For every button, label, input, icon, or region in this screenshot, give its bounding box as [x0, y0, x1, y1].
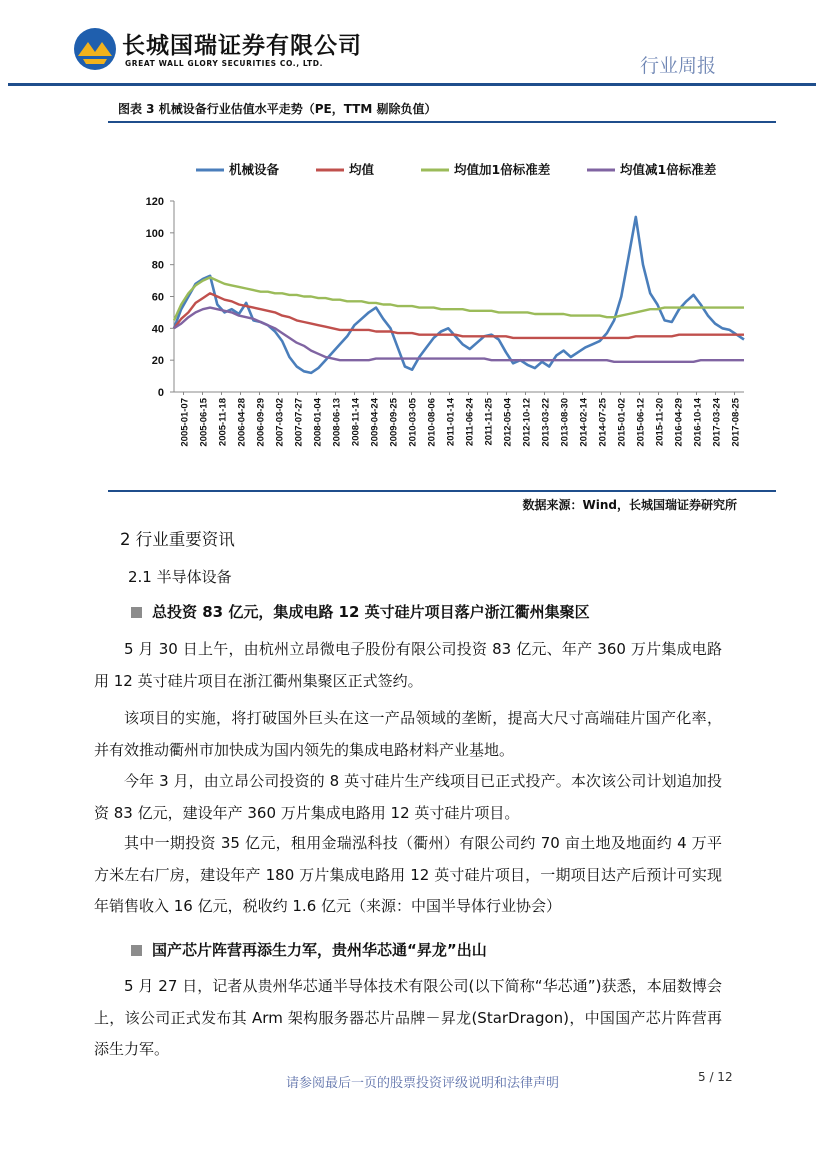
caption-divider [108, 121, 776, 123]
legend-label: 均值 [349, 162, 375, 177]
y-tick-label: 120 [145, 196, 164, 208]
company-name-en: GREAT WALL GLORY SECURITIES CO., LTD. [125, 59, 324, 68]
x-tick-label: 2008-01-04 [312, 398, 324, 447]
subsection-title: 2.1 半导体设备 [128, 568, 232, 586]
chart-series [174, 217, 744, 373]
x-tick-label: 2016-10-14 [692, 398, 704, 447]
news-headline-text: 总投资 83 亿元，集成电路 12 英寸硅片项目落户浙江衢州集聚区 [152, 603, 590, 621]
x-tick-label: 2011-01-14 [445, 398, 457, 447]
figure-caption: 图表 3 机械设备行业估值水平走势（PE，TTM 剔除负值） [118, 102, 437, 116]
news-headline-1 [131, 601, 590, 622]
x-tick-label: 2005-11-18 [217, 398, 229, 447]
bullet-square-icon [131, 607, 142, 618]
x-tick-label: 2012-05-04 [502, 398, 514, 447]
section-title: 2 行业重要资讯 [120, 530, 235, 549]
figure-source: 数据来源：Wind，长城国瑞证券研究所 [522, 498, 737, 512]
news-1-paragraph-4: 其中一期投资 35 亿元，租用金瑞泓科技（衢州）有限公司约 70 亩土地及地面约 4 万平方米左右厂房，建设年产 180 万片集成电路用 12 英寸硅片项目，一期项目达产后预计可实现年销售收入 16 亿元，税收约 1.6 亿元（来源：中国半导体行业协会） [94, 834, 722, 915]
page-number: 5 / 12 [698, 1070, 733, 1084]
news-headline-2 [131, 939, 487, 960]
y-tick-label: 100 [145, 227, 164, 240]
y-tick-label: 80 [151, 259, 164, 272]
series-line-2 [174, 293, 744, 338]
x-tick-label: 2007-03-02 [274, 398, 286, 447]
company-logo [72, 26, 118, 76]
x-tick-label: 2010-03-05 [407, 398, 419, 447]
source-divider [108, 490, 776, 492]
x-tick-label: 2005-01-07 [179, 398, 191, 447]
report-type: 行业周报 [640, 55, 717, 77]
legend-label: 机械设备 [229, 162, 280, 177]
x-tick-label: 2011-06-24 [464, 398, 476, 447]
x-tick-label: 2013-03-22 [540, 398, 552, 447]
x-tick-label: 2007-07-27 [293, 398, 305, 447]
chart-axes [146, 196, 744, 447]
x-tick-label: 2010-08-06 [426, 398, 438, 447]
news-1-paragraph-2: 该项目的实施，将打破国外巨头在这一产品领域的垄断，提高大尺寸高端硅片国产化率，并有效推动衢州市加快成为国内领先的集成电路材料产业基地。 [94, 709, 722, 759]
bullet-square-icon [131, 945, 142, 956]
series-line-3 [174, 277, 744, 320]
x-tick-label: 2009-04-24 [369, 398, 381, 447]
x-tick-label: 2011-11-25 [483, 398, 495, 446]
x-tick-label: 2005-06-15 [198, 398, 210, 447]
y-tick-label: 40 [151, 323, 164, 336]
x-tick-label: 2015-01-02 [616, 398, 628, 447]
pe-trend-chart [108, 150, 776, 485]
company-name-cn: 长城国瑞证券有限公司 [122, 33, 362, 59]
legend-label: 均值减1倍标准差 [620, 162, 717, 177]
x-tick-label: 2015-11-20 [654, 398, 666, 447]
chart-legend [196, 162, 717, 177]
x-tick-label: 2008-06-13 [331, 398, 343, 447]
x-tick-label: 2017-08-25 [730, 398, 742, 447]
x-tick-label: 2012-10-12 [521, 398, 533, 447]
y-tick-label: 0 [157, 387, 164, 399]
x-tick-label: 2014-07-25 [597, 398, 609, 447]
x-tick-label: 2009-09-25 [388, 398, 400, 447]
x-tick-label: 2014-02-14 [578, 398, 590, 447]
y-tick-label: 60 [151, 291, 164, 304]
x-tick-label: 2006-04-28 [236, 398, 248, 447]
y-tick-label: 20 [151, 355, 164, 368]
news-1-paragraph-1: 5 月 30 日上午，由杭州立昂微电子股份有限公司投资 83 亿元、年产 360 万片集成电路用 12 英寸硅片项目在浙江衢州集聚区正式签约。 [94, 640, 722, 690]
footer-disclaimer: 请参阅最后一页的股票投资评级说明和法律声明 [286, 1076, 560, 1091]
header-divider [8, 83, 816, 86]
news-1-paragraph-3: 今年 3 月，由立昂公司投资的 8 英寸硅片生产线项目已正式投产。本次该公司计划追加投资 83 亿元，建设年产 360 万片集成电路用 12 英寸硅片项目。 [94, 772, 722, 822]
news-headline-text: 国产芯片阵营再添生力军，贵州华芯通“昇龙”出山 [152, 941, 487, 959]
news-2-paragraph-1: 5 月 27 日，记者从贵州华芯通半导体技术有限公司(以下简称“华芯通”)获悉，本届数博会上，该公司正式发布其 Arm 架构服务器芯片品牌－昇龙(StarDragon)，中国国产芯片阵营再添生力军。 [94, 977, 722, 1058]
x-tick-label: 2013-08-30 [559, 398, 571, 447]
x-tick-label: 2017-03-24 [711, 398, 723, 447]
x-tick-label: 2008-11-14 [350, 398, 362, 447]
series-line-1 [174, 217, 744, 373]
x-tick-label: 2015-06-12 [635, 398, 647, 447]
x-tick-label: 2006-09-29 [255, 398, 267, 447]
x-tick-label: 2016-04-29 [673, 398, 685, 447]
legend-label: 均值加1倍标准差 [454, 162, 551, 177]
